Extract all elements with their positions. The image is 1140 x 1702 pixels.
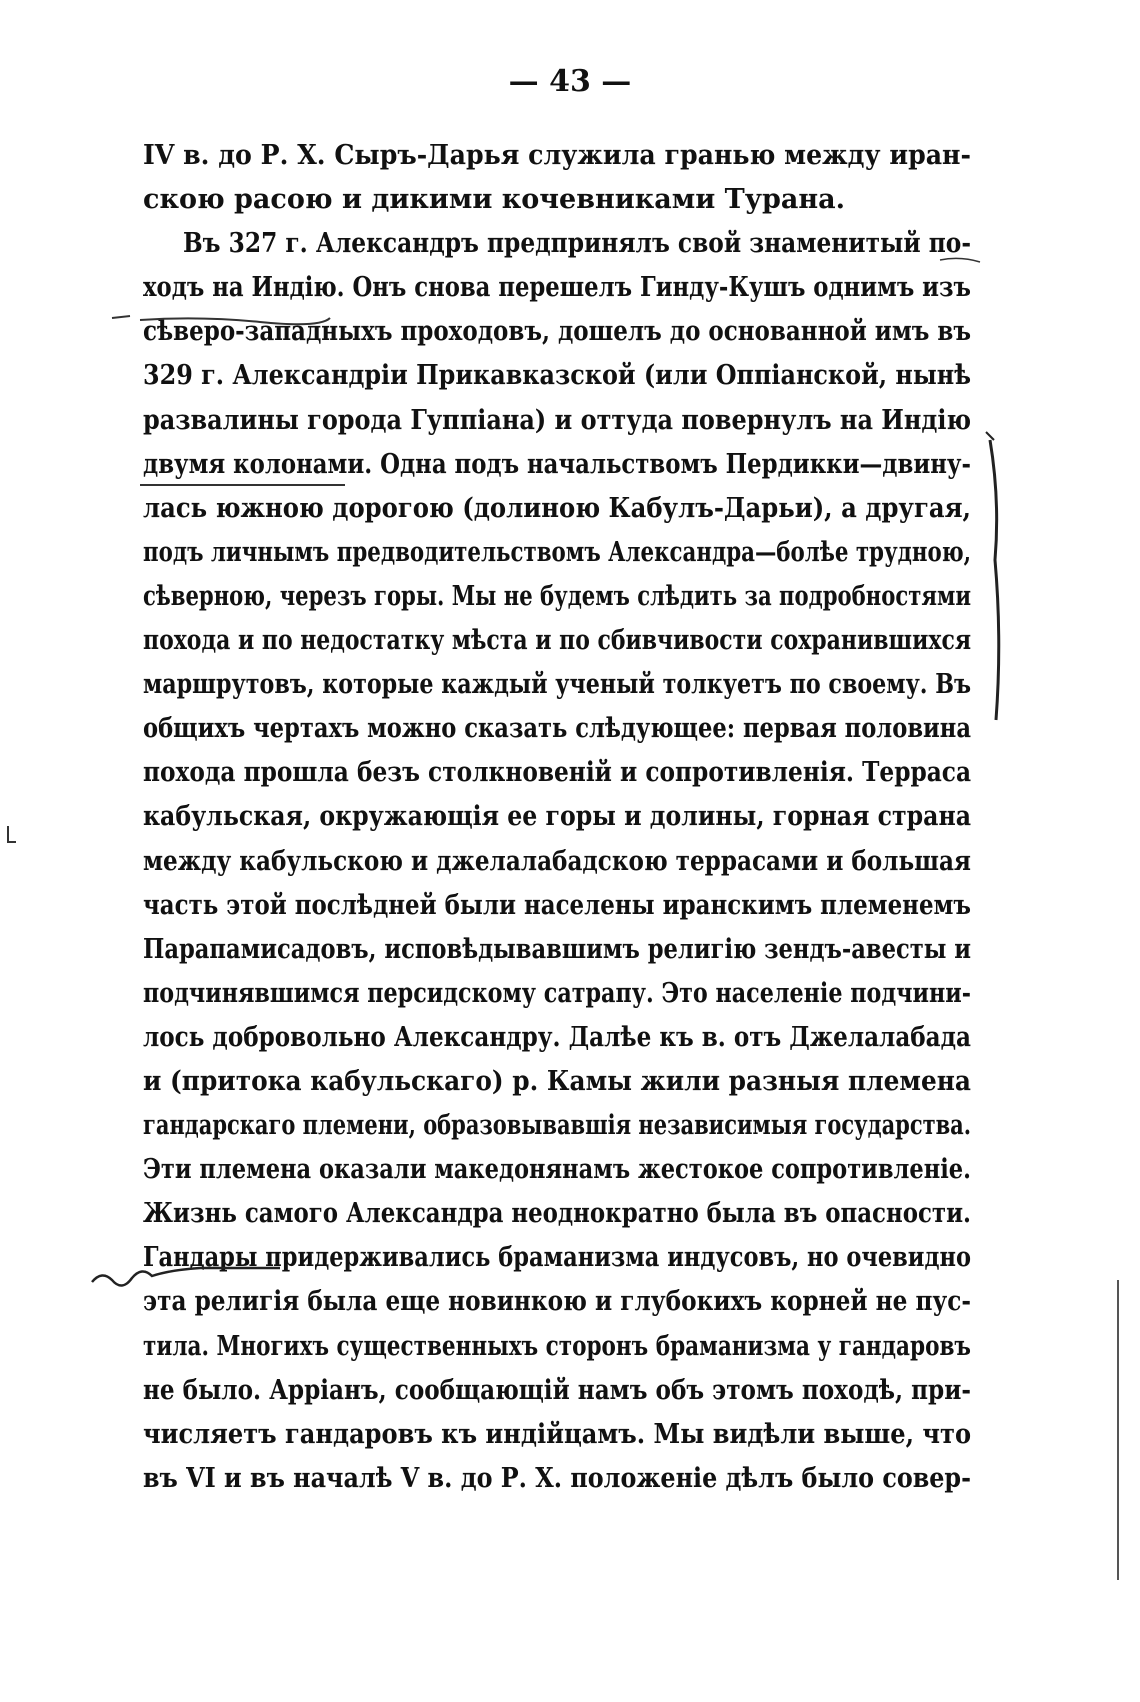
text-line: Въ 327 г. Александръ предпринялъ свой знаменитый по- [183,228,971,260]
text-line: похода и по недостатку мѣста и по сбивчивости сохранившихся [143,625,972,657]
text-line: часть этой послѣдней были населены иранскимъ племенемъ [143,889,972,921]
text-line: Парапамисадовъ, исповѣдывавшимъ религію зендъ-авесты и [143,933,972,965]
text-line: въ VI и въ началѣ V в. до Р. Х. положеніе дѣлъ было совер- [143,1462,971,1494]
text-line: кабульская, окружающія ее горы и долины, горная страна [143,801,972,833]
page-number: — 43 — [508,64,632,99]
text-line: ходъ на Индію. Онъ снова перешелъ Гинду-Кушъ однимъ изъ [143,272,971,304]
margin-tick-mark [986,432,994,440]
text-line: похода прошла безъ столкновеній и сопротивленія. Терраса [143,757,972,789]
text-line: не было. Арріанъ, сообщающій намъ объ этомъ походѣ, при- [143,1374,971,1406]
text-line: IV в. до Р. Х. Сыръ-Дарья служила гранью между иран- [143,140,971,171]
text-line: общихъ чертахъ можно сказать слѣдующее: первая половина [143,713,971,745]
text-line: эта религія была еще новинкою и глубокихъ корней не пус- [143,1286,972,1318]
text-line: сѣверною, черезъ горы. Мы не будемъ слѣдить за подробностями [143,580,972,612]
text-line: между кабульскою и джелалабадскою террасами и большая [143,845,971,877]
text-line: гандарскаго племени, образовывавшія независимыя государства. [143,1110,972,1142]
text-line: Эти племена оказали македонянамъ жестокое сопротивленіе. [143,1154,971,1186]
text-line: подчинявшимся персидскому сатрапу. Это населеніе подчини- [143,977,971,1009]
text-line: скою расою и дикими кочевниками Турана. [143,184,846,216]
text-line: тила. Многихъ существенныхъ сторонъ браманизма у гандаровъ [143,1330,971,1362]
text-line: Жизнь самого Александра неоднократно была въ опасности. [143,1198,972,1230]
margin-short-mark [8,826,16,842]
margin-short-mark [112,316,130,318]
body-text [143,134,971,1501]
text-line: Гандары придерживались браманизма индусовъ, но очевидно [143,1242,971,1274]
text-line: и (притока кабульскаго) р. Камы жили разныя племена [143,1065,971,1097]
text-line: лась южною дорогою (долиною Кабулъ-Дарьи), а другая, [143,492,971,524]
text-line: лось добровольно Александру. Далѣе къ в. отъ Джелалабада [143,1021,971,1053]
text-line: 329 г. Александріи Прикавказской (или Оппіанской, нынѣ [143,360,972,392]
text-line: маршрутовъ, которые каждый ученый толкуетъ по своему. Въ [143,669,972,701]
margin-bracket-mark [990,440,999,720]
text-line: двумя колонами. Одна подъ начальствомъ Пердикки—двину- [143,448,971,480]
text-line: развалины города Гуппіана) и оттуда повернулъ на Индію [143,404,972,436]
text-line: подъ личнымъ предводительствомъ Александра—болѣе трудною, [143,536,972,568]
text-line: числяетъ гандаровъ къ индійцамъ. Мы видѣли выше, что [143,1418,972,1450]
text-line: сѣверо-западныхъ проходовъ, дошелъ до основанной имъ въ [143,316,972,348]
